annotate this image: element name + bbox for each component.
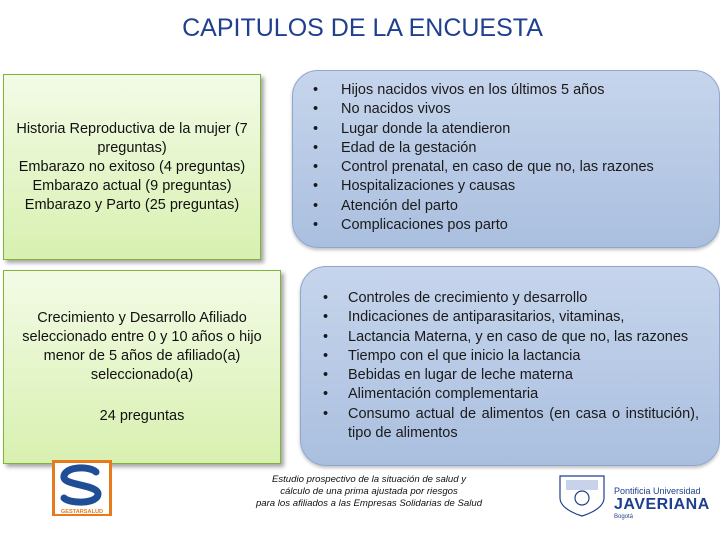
list-item-text: Lactancia Materna, y en caso de que no, las razones — [348, 328, 689, 345]
box-line: Historia Reproductiva de la mujer (7 preguntas) — [16, 120, 248, 156]
page-title: CAPITULOS DE LA ENCUESTA — [182, 14, 543, 42]
bullet: • — [323, 309, 329, 326]
list-item — [313, 81, 707, 100]
topic-list — [323, 289, 699, 443]
bullet: • — [323, 367, 329, 384]
list-item — [323, 347, 699, 366]
bullet: • — [313, 101, 319, 118]
reproductive-history-box — [3, 74, 261, 260]
list-item — [313, 139, 707, 158]
list-item-text: Complicaciones pos parto — [341, 217, 508, 234]
list-item — [323, 328, 699, 347]
bullet: • — [323, 386, 329, 403]
list-item — [323, 405, 699, 444]
logo-label: GESTARSALUD — [60, 509, 104, 515]
box-line: Embarazo no exitoso (4 preguntas) — [18, 158, 246, 175]
list-item — [313, 216, 707, 235]
gestarsalud-logo — [52, 460, 112, 516]
bullet: • — [313, 159, 319, 176]
bullet: • — [313, 197, 319, 214]
list-item — [323, 308, 699, 327]
growth-topics-panel — [300, 266, 720, 466]
list-item — [313, 177, 707, 196]
list-item-text: Edad de la gestación — [341, 139, 477, 156]
list-item-text: Hijos nacidos vivos en los últimos 5 años — [341, 82, 605, 98]
list-item-text: Indicaciones de antiparasitarios, vitaminas, — [348, 309, 625, 326]
list-item — [323, 385, 699, 404]
list-item-text: Control prenatal, en caso de que no, las razones — [341, 159, 654, 176]
bullet: • — [323, 290, 329, 306]
reproductive-topics-panel — [292, 70, 720, 248]
bullet: • — [313, 82, 319, 98]
logo-city-text: Bogotá — [614, 514, 634, 520]
topic-list — [313, 81, 707, 235]
bullet: • — [313, 120, 319, 137]
list-item — [313, 197, 707, 216]
bullet: • — [313, 139, 319, 156]
footer-line: Estudio prospectivo de la situación de salud y — [271, 474, 467, 485]
list-item-text: Alimentación complementaria — [348, 386, 539, 403]
bullet: • — [313, 217, 319, 234]
bullet: • — [323, 347, 329, 364]
growth-development-box — [3, 270, 281, 464]
list-item-text: Atención del parto — [341, 197, 458, 214]
box-line: Crecimiento y Desarrollo Afiliado seleccionado entre 0 y 10 años o hijo menor de 5 años de afiliado(a) seleccionado(a) — [22, 309, 262, 383]
logo-main-text: JAVERIANA — [614, 496, 710, 513]
footer-line: para los afiliados a las Empresas Solidarias de Salud — [255, 498, 483, 509]
footer-line: cálculo de una prima ajustada por riesgos — [280, 486, 458, 497]
list-item — [323, 366, 699, 385]
list-item — [313, 100, 707, 119]
list-item-text: No nacidos vivos — [341, 101, 451, 118]
list-item-text: Tiempo con el que inicio la lactancia — [348, 347, 581, 364]
list-item-text: Consumo actual de alimentos (en casa o institución), tipo de alimentos — [348, 405, 699, 442]
javeriana-logo — [614, 486, 710, 520]
list-item-text: Controles de crecimiento y desarrollo — [348, 290, 588, 306]
list-item — [313, 120, 707, 139]
crest-band — [566, 480, 598, 490]
bullet: • — [323, 405, 329, 422]
footer-note — [238, 474, 500, 510]
list-item — [323, 289, 699, 308]
bullet: • — [313, 178, 319, 195]
box-line: Embarazo actual (9 preguntas) — [32, 177, 232, 194]
logo-top-text: Pontificia Universidad — [614, 486, 701, 496]
list-item — [313, 158, 707, 177]
box-line: Embarazo y Parto (25 preguntas) — [24, 196, 240, 213]
box-line: 24 preguntas — [99, 407, 185, 424]
list-item-text: Lugar donde la atendieron — [341, 120, 511, 137]
list-item-text: Hospitalizaciones y causas — [341, 178, 516, 195]
list-item-text: Bebidas en lugar de leche materna — [348, 367, 573, 384]
bullet: • — [323, 328, 329, 345]
